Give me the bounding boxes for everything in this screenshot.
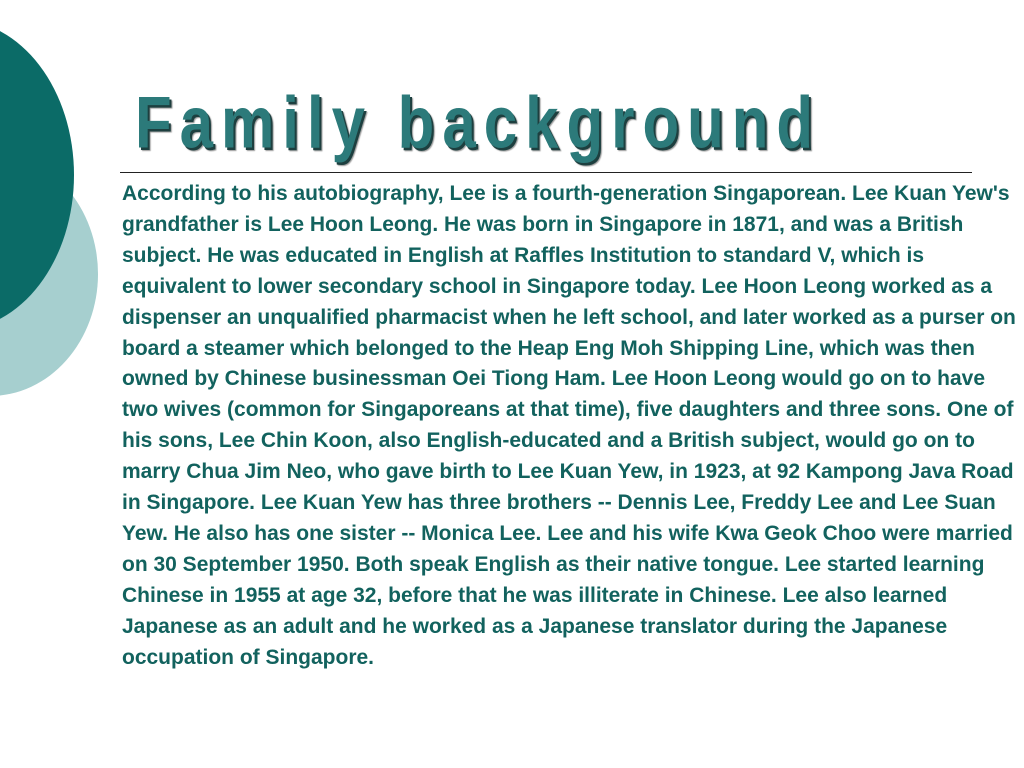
body-paragraph: According to his autobiography, Lee is a fourth-generation Singaporean. Lee Kuan Yew's grandfather is Lee Hoon Leong. He was born in Singapore in 1871, and was a British subject. He was educated in English at Raffles Institution to standard V, which is equivalent to lower secondary school in Singapore today. Lee Hoon Leong worked as a dispenser an unqualified pharmacist when he left school, and later worked as a purser on board a steamer which belonged to the Heap Eng Moh Shipping Line, which was then owned by Chinese businessman Oei Tiong Ham. Lee Hoon Leong would go on to have two wives (common for Singaporeans at that time), five daughters and three sons. One of his sons, Lee Chin Koon, also English-educated and a British subject, would go on to marry Chua Jim Neo, who gave birth to Lee Kuan Yew, in 1923, at 92 Kampong Java Road in Singapore. Lee Kuan Yew has three brothers -- Dennis Lee, Freddy Lee and Lee Suan Yew. He also has one sister -- Monica Lee. Lee and his wife Kwa Geok Choo were married on 30 September 1950. Both speak English as their native tongue. Lee started learning Chinese in 1955 at age 32, before that he was illiterate in Chinese. Lee also learned Japanese as an adult and he worked as a Japanese translator during the Japanese occupation of Singapore. [122,182,1016,669]
title-divider [120,172,972,173]
slide-title: Family background [134,81,822,164]
